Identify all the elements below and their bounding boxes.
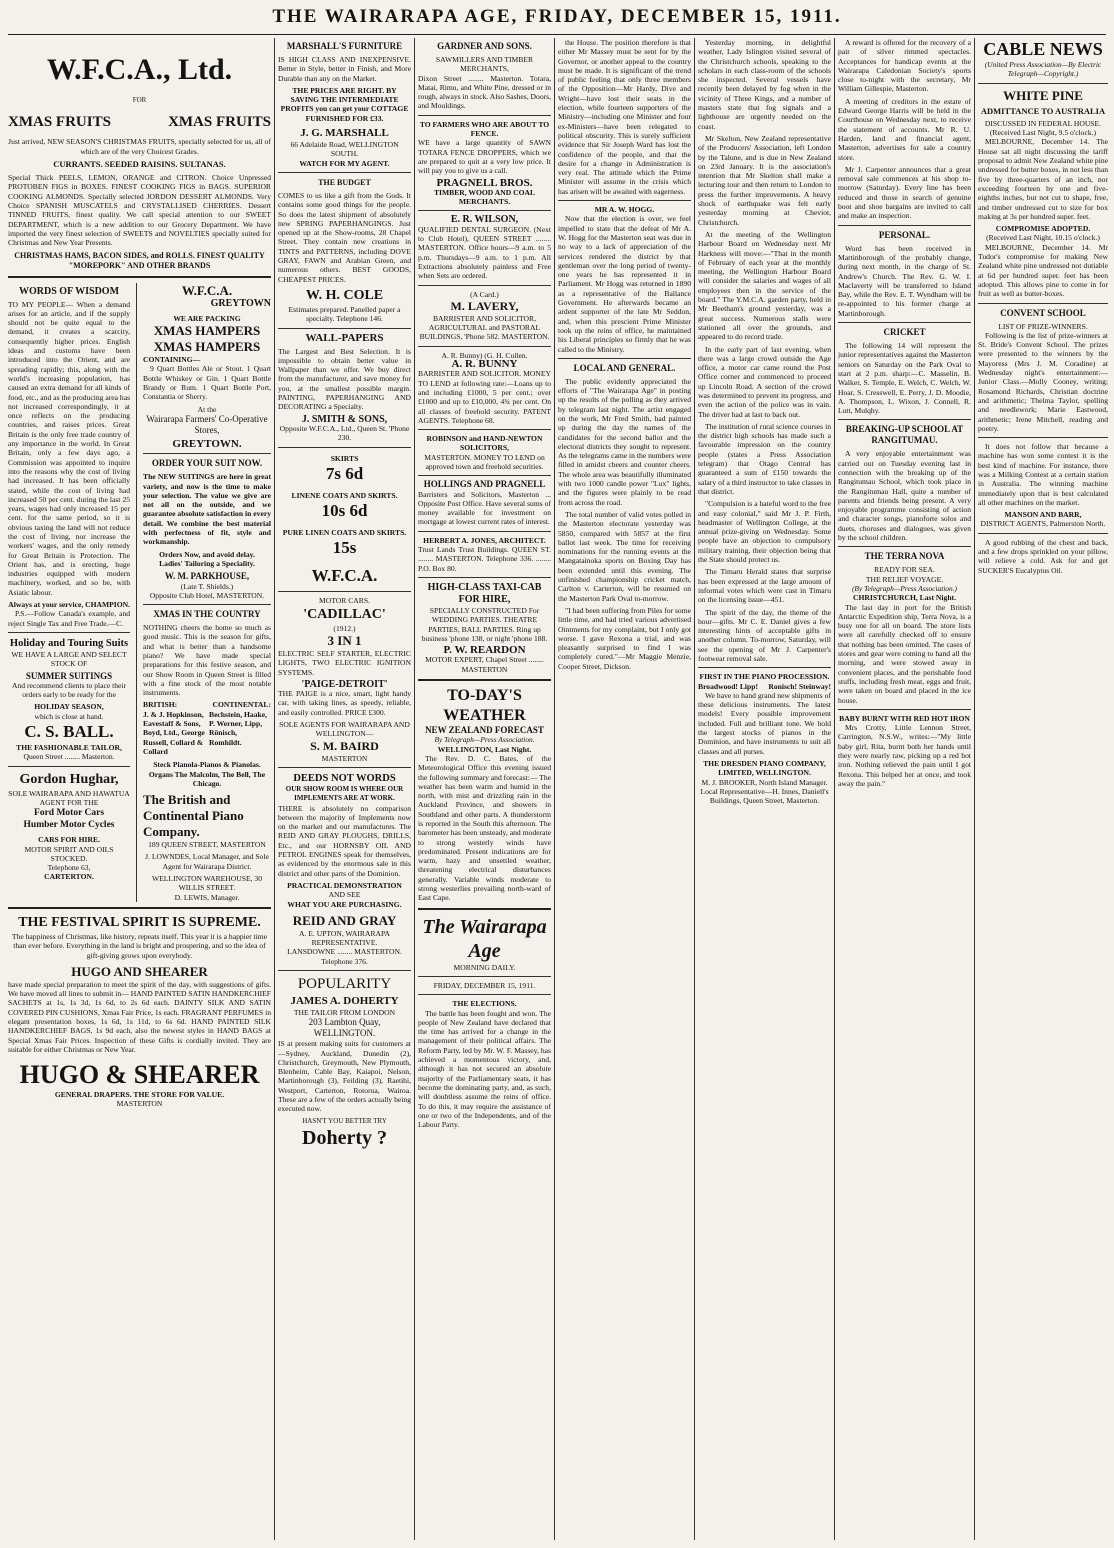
- pine-sub: ADMITTANCE TO AUSTRALIA: [980, 105, 1106, 116]
- holiday-line: SUMMER SUITINGS: [25, 670, 113, 681]
- wisdom-ps: P.S.—Follow Canada's example, and reject Single Tax and Free Trade.—C.: [8, 609, 131, 628]
- divider: [558, 200, 691, 201]
- park-name: W. M. PARKHOUSE,: [164, 571, 250, 582]
- column-1-right: [143, 283, 271, 902]
- hogg-title: MR A. W. HOGG.: [594, 205, 655, 215]
- divider: [278, 591, 411, 592]
- organs: Organs The Malcolm, The Bell, The Chicago.: [148, 769, 266, 788]
- c5-body2: Mr Skelton, New Zealand representative of the Producers' Association, left London by the Talune, and is due in New Zealand on 23rd January. It is the association's intention that Mr Skelton shall make a lecturing tour and then return to London to press the further improvements. A heavy shock of earthquake was felt early yesterday morning at Cheviot, Christchurch.: [698, 133, 831, 227]
- masthead: THE WAIRARAPA AGE, FRIDAY, DECEMBER 15, 1911.: [272, 6, 842, 27]
- personal-body: Word has been received in Martinborough of the probably change, during next month, in the charge of St. Andrew's Church. The Rev. G. W. I. Maclaverty will be transferred to Island Bay, while the Rev. E. T. Wyndham will be re-appointed to his former charge at Martinborough.: [838, 243, 971, 318]
- electric: ELECTRIC SELF STARTER, ELECTRIC LIGHTS, TWO ELECTRIC IGNITION SYSTEMS.: [278, 648, 411, 677]
- testimonial: "I had been suffering from Piles for some little time, and had tried various advertised Ointments for my complaint, but I only got worse. I gave Rexona a trial, and was pleasantly surprised to find I was completely cured."—Mr Maggie Menzie, Cooper Street, Dickson.: [558, 605, 691, 671]
- wfca2-title: W.F.C.A.: [181, 282, 233, 298]
- gardner-body: Dixon Street ........ Masterton. Totara, Matai, Rimu, and White Pine, dressed or in rough, always in stock. Also Sashes, Doors, and Mouldings.: [418, 73, 551, 111]
- nova-title: THE TERRA NOVA: [864, 551, 945, 562]
- divider: [418, 475, 551, 476]
- wfca2-items: 9 Quart Bottles Ale or Stout. 1 Quart Bottle Whiskey or Gin. 1 Quart Bottle Brandy or Rum. 1 Quart Bottle Port, Constantia or Sherry.: [143, 364, 271, 402]
- brooker: M. J. BROOKER, North Island Manager. Local Representative—H. Innes, Daniell's Buildings, Queen Street, Masterton.: [700, 777, 829, 806]
- paige-detroit: 'PAIGE-DETROIT': [301, 678, 388, 690]
- divider: [558, 358, 691, 359]
- cole-name: W. H. COLE: [305, 287, 384, 303]
- comp-recv: (Received Last Night, 10.15 o'clock.): [986, 233, 1100, 243]
- piano-left: J. & J. Hopkinson, Eavestaff & Sons, Boyd, Ltd., George Russell, Collard & Collard: [143, 709, 205, 756]
- pragnell: PRAGNELL BROS.: [436, 176, 533, 189]
- festive-body: The happiness of Christmas, like history, repeats itself. This year it is a happier time than ever before. Everything in the land is bright and prospering, and so the idea of gift-giving grows upon everybody.: [11, 931, 268, 960]
- column-rule: [834, 38, 835, 1540]
- doherty-ask: HASN'T YOU BETTER TRY: [302, 1116, 387, 1125]
- baby-body: Mrs Crotty, Little Lennon Street, Carrington, N.S.W., writes:—"My little baby girl, Rita, burnt both her hands until they were nearly raw, picking up a red hot iron. Nothing relieved the pain until I got Rexona. This helped her at once, and took away the pain.": [838, 723, 971, 788]
- wfca-xmas-left: XMAS FRUITS: [8, 114, 111, 131]
- cricket-body: The following 14 will represent the junior representatives against the Masterton seniors on Saturday on the Park Oval to start at 2 p.m. sharp:—C. Masselin, B. Walker, S. Temple, E. Welch, C. Welch, W. Hoar, S. Cresswell, E. Perry, J. D. Moodie, A. Thompson, L. Wixon, J. Connell, R. Lutt, Mulqhy.: [838, 341, 971, 416]
- suit-title: ORDER YOUR SUIT NOW.: [151, 458, 263, 469]
- weather-sub: NEW ZEALAND FORECAST: [425, 725, 544, 736]
- skirts-price: 7s 6d: [325, 463, 364, 483]
- divider: [278, 767, 411, 768]
- weather-place: WELLINGTON, Last Night.: [437, 744, 532, 754]
- divider: [418, 531, 551, 532]
- divider: [418, 577, 551, 578]
- doherty-addr: 203 Lambton Quay, WELLINGTON.: [308, 1017, 381, 1039]
- holiday-season: HOLIDAY SEASON,: [34, 702, 104, 712]
- wfca2-containing: CONTAINING—: [143, 355, 201, 365]
- hugo-title-2: HUGO & SHEARER: [19, 1060, 260, 1090]
- column-1-left: [8, 283, 130, 902]
- doherty-sub: THE TAILOR FROM LONDON: [293, 1008, 396, 1017]
- motor-cars: MOTOR CARS.: [319, 596, 370, 606]
- bunny-body: BARRISTER AND SOLICITOR. MONEY TO LEND at following rate:—Loans up to and including £1000, 5 per cent.; over £1000 and up to £10,000, 4¾ per cent. On all classes of freehold security. PATENT AGENTS. Telephone 68.: [418, 369, 551, 425]
- weather-body: The Rev. D. C. Bates, of the Meteorological Office this evening issued the following summary and forecast:— The weather has been warm and humid in the north, with mist and drizzling rain in the Auckland Province, and showers in Southland and other parts. A thunderstorm is reported in the South this afternoon. The barometer has been unsteady, and moderate to strong westerly winds have predominated. Present indications are for warm, hazy and unsettled weather, threatening electrical disturbances generally. Variable winds moderate to strong westerlies prevailing north-ward of East Cape.: [418, 753, 551, 903]
- doherty-name: JAMES A. DOHERTY: [290, 995, 399, 1007]
- wfca2-packing: WE ARE PACKING: [173, 313, 241, 323]
- break-body: A very enjoyable entertainment was carried out on Tuesday evening last in connection with the breaking up of the Rangitumau School, which took place in the Rangitumau Hall, quite a number of parents and friends being present. A very enjoyable programme consisting of action and character songs, pianoforte solos and duets, choruses and dialogues, was given by the school children.: [838, 449, 971, 543]
- piano-left: Broadwood! Lipp!: [698, 681, 758, 691]
- reardon: P. W. REARDON: [443, 644, 526, 657]
- divider: [8, 766, 130, 767]
- ball-addr: Queen Street ........ Masterton.: [23, 752, 115, 762]
- hugo-title-1: HUGO AND SHEARER: [71, 963, 208, 979]
- lavery-body: BARRISTER AND SOLICITOR, AGRICULTURAL and PASTORAL BUILDINGS, 'Phone 582. MASTERTON.: [419, 313, 550, 342]
- local-body: The public evidently appreciated the efforts of "The Wairarapa Age" in posting up the results of the polling as they arrived by telegram last night. The artist engaged on the work, Mr Fred Smith, had painted up during the day the names of the candidates for the second ballot and the electoral districts they sought to represent. As the telegrams came in the numbers were filled in amidst cheers and counter cheers. The whole area was beautifully illuminated with two 1000 candle power "Lux" lights, and the figures were plainly to be read from across the road.: [558, 376, 691, 507]
- marshall-body: IS HIGH CLASS AND INEXPENSIVE. Better in Style, better in Finish, and More Durable than any on the Market.: [278, 55, 411, 83]
- divider: [838, 546, 971, 547]
- park-late: (Late T. Shields.): [180, 581, 234, 591]
- wfca2-at: At the: [197, 404, 217, 414]
- cadillac-year: (1912.): [333, 623, 356, 633]
- piano-title: FIRST IN THE PIANO PROCESSION.: [699, 672, 830, 682]
- nova-place: CHRISTCHURCH, Last Night.: [853, 593, 956, 603]
- holiday-body2: And recommend clients to place their orders early to be ready for the: [11, 680, 127, 700]
- piano-body: We have to hand grand new shipments of these delicious instruments. The latest models! Every possible improvement included. Full and brilliant tone. We hold the largest stocks of pianos in the Dominion, and have instruments to suit all classes and all purses.: [698, 690, 831, 756]
- wfca2-hampers2: XMAS HAMPERS: [153, 339, 261, 355]
- piano-brands: [698, 682, 831, 691]
- divider: [978, 437, 1108, 438]
- steck: Steck Pianola-Pianos & Pianolas.: [153, 760, 261, 770]
- c5-quote: "Compulsion is a hateful word to the free and easy colonial," said Mr J. P. Firth, headmaster of Wellington College, at the annual prize-giving on Wednesday. Some people have an objection to compulsory military training, their objection being that the State should protect us.: [698, 499, 831, 565]
- divider: [838, 322, 971, 323]
- column-rule: [274, 38, 275, 1540]
- convent-body2: It does not follow that because a machine has won some contest it is the best kind of machine. For instance, there was a Milking Contest at a certain station in Australia. The winning machine immediately upon that is best calculated all other machines on the market.: [978, 442, 1108, 507]
- c5-body1: Yesterday morning, in delightful weather, Lady Islington visited several of the Christchurch schools, speaking to the scholars in each class-room of the schools she inspected. Several vessels have recently been delayed by fog when in the vicinity of Three Kings, and a number of masters state that fog signals and a lighthouse are urgently needed on the coast.: [698, 38, 831, 131]
- gordon-l3: Humber Motor Cycles: [23, 820, 115, 831]
- divider: [838, 709, 971, 710]
- comp-body: MELBOURNE, December 14. Mr Tudor's compromise for making New Zealand white pine undressed not dutiable at 6d per hundred super. feet has been adopted. This allows pine to come in for fruit as well as butter-boxes.: [978, 242, 1108, 299]
- gordon-l1: SOLE WAIRARAPA AND HAWATUA AGENT FOR THE: [8, 788, 130, 807]
- festive-title: THE FESTIVAL SPIRIT IS SUPREME.: [18, 914, 261, 930]
- hugo-advert: [8, 914, 271, 1109]
- divider: [278, 328, 411, 329]
- column-5: [698, 38, 831, 1540]
- linen: PURE LINEN COATS AND SKIRTS.: [282, 528, 407, 538]
- park-addr: Opposite Club Hotel, MASTERTON.: [149, 590, 265, 600]
- doherty-big: Doherty ?: [302, 1126, 387, 1149]
- divider: [418, 115, 551, 116]
- three-in-one: 3 IN 1: [327, 632, 362, 648]
- robinson-body: MASTERTON. MONEY TO LEND on approved town and freehold securities.: [424, 452, 545, 471]
- baird: S. M. BAIRD: [310, 738, 379, 753]
- divider: [8, 276, 271, 278]
- hollings: HOLLINGS AND PRAGNELL: [423, 479, 546, 490]
- gordon-l5: MOTOR SPIRIT AND OILS STOCKED.: [24, 844, 114, 863]
- compromise: COMPROMISE ADOPTED.: [995, 224, 1091, 234]
- pragnell-sub: TIMBER, WOOD AND COAL MERCHANTS.: [433, 187, 536, 207]
- jones-body: Trust Lands Trust Buildings. QUEEN ST. ........ MASTERTON. Telephone 336. ........ P.O. Box 80.: [418, 545, 551, 573]
- gordon-l6: Telephone 63,: [47, 863, 91, 873]
- paige-body: THE PAIGE is a nice, smart, light handy car, with taking lines, as speedy, reliable, and easily controlled. PRICE £300.: [278, 689, 411, 717]
- end-body: A good rubbing of the chest and back, and a few drops sprinkled on your pillow, will relieve a cold. Ask for and get SUCKER'S Eucalyptus Oil.: [978, 537, 1108, 575]
- personal-title: PERSONAL.: [878, 229, 931, 240]
- divider: [418, 679, 551, 681]
- bunny-names: A. R. Bunny) (G. H. Cullen.: [441, 350, 528, 360]
- country-body: NOTHING cheers the home so much as good music. This is the season for gifts, and what is better than a handsome piano? We have made special preparations for this festive season, and our Show Room in Queen Street is filled with a fine stock of the most notable instruments.: [143, 623, 271, 698]
- british-title: The British and Continental Piano Company.: [143, 792, 244, 840]
- top-rule: [8, 34, 1106, 35]
- wfca-body: Special Thick PEELS, LEMON, ORANGE and CITRON. Choice Unpressed PROTOBEN FIGS in BOXES. FINEST COOKING FIGS in BAGS. SUPERIOR COOKING ALMONDS. Specially selected JORDON DESSERT ALMONDS. Very Choice SPANISH MUSCATELS and CRYSTALLISED CHERRIES. Dessert TINNED FRUITS, finest quality. We call special attention to our SWEET DEPARTMENT, which is a new addition to our Grocery Department. We have imported the very finest selection of SWEETS and NOVELTIES specially suited for Christmas and New Year Presents.: [8, 173, 271, 248]
- marshall-addr: 66 Adelaide Road, WELLINGTON SOUTH.: [290, 140, 399, 159]
- wfca-intro: Just arrived, NEW SEASON'S CHRISTMAS FRUITS, specially selected for us, all of which are of the very Choicest Grades.: [8, 137, 271, 156]
- doherty-body: IS at present making suits for customers at—Sydney, Auckland, Dunedin (2), Christchurch, Greymouth, New Plymouth, Blenheim, Cable Bay, Kaiapoi, Nelson, Martinborough (3), Feilding (3), Raetihi, Westport, Carterton, Rotorua, Wairoa. These are a few of the orders actually being executed now.: [278, 1039, 411, 1114]
- wilson-body: QUALIFIED DENTAL SURGEON. (Next to Club Hotel), QUEEN STREET ........ MASTERTON. Office hours—9 a.m. to 5 p.m. Thursdays—9 a.m. to 1 p.m. All Extractions absolutely painless and Free when Sets are ordered.: [418, 224, 551, 281]
- deeds-sub: OUR SHOW ROOM IS WHERE OUR IMPLEMENTS ARE AT WORK.: [285, 784, 404, 803]
- wilson: E. R. WILSON,: [450, 214, 519, 226]
- local-title: LOCAL AND GENERAL.: [573, 362, 676, 373]
- divider: [978, 533, 1108, 534]
- piano-right: Ronisch! Steinway!: [768, 681, 831, 691]
- divider: [143, 453, 271, 454]
- divider: [418, 429, 551, 430]
- reid-gray: REID AND GRAY: [292, 912, 397, 928]
- british-addr: 189 QUEEN STREET, MASTERTON: [148, 840, 266, 850]
- dresden: THE DRESDEN PIANO COMPANY, LIMITED, WELLINGTON.: [703, 758, 826, 778]
- divider: [418, 346, 551, 347]
- hogg-body: Now that the election is over, we feel impelled to state that the defeat of Mr A. W. Hogg for the Masterton seat was due in no way to a lack of appreciation of the services rendered the district by that gentleman over the long period of twenty-one years he has represented it in Parliament. Mr Hogg was returned in 1890 as a representative of the Ballance Government. He afterwards became an ardent supporter of the late Mr Seddon, and, when this prescient Prime Minister took up the reins of office, he maintained his Liberal principles so firmly that he was called to the Ministry.: [558, 214, 691, 354]
- farmers-body: WE have a large quantity of SAWN TOTARA FENCE DROPPERS, which we are prepared to quit at a very low price. It will pay you to give us a call.: [418, 138, 551, 176]
- lewis: D. LEWIS, Manager.: [174, 892, 240, 902]
- piano-makers-head: [143, 700, 271, 709]
- continental-label: CONTINENTAL:: [212, 700, 271, 710]
- c5-body6: The Timaru Herald states that surprise has been expressed at the large amount of informal votes which were cast in Timaru on the licensing issue—451.: [698, 567, 831, 605]
- column-1-split: [8, 283, 271, 902]
- robinson: ROBINSON and HAND-NEWTON SOLICITORS,: [426, 434, 543, 453]
- hollings-body: Barristers and Solicitors, Masterton ... Opposite Post Office. Have several sums of money available for investment on mortgage at lowest current rates of interest.: [418, 489, 551, 527]
- lansdowne: LANSDOWNE ........ MASTERTON.: [287, 947, 402, 957]
- column-1-rule: [136, 283, 137, 902]
- weather-by: By Telegraph—Press Association.: [434, 735, 535, 745]
- gordon-l2: Ford Motor Cars: [34, 808, 105, 819]
- pine-body: MELBOURNE, December 14. The House sat all night discussing the tariff proposal to admit New Zealand white pine undressed for butter boxes, in not less than five by three-quarters of an inch, nor exceeding fourteen by one and five-eighths inches, but not cut to shape, free, and timber undressed cut to size for box making at 3s per hundred super. feet.: [978, 137, 1108, 221]
- weather-title: TO-DAY'S WEATHER: [443, 687, 526, 725]
- manson-sub: DISTRICT AGENTS, Palmerston North.: [980, 519, 1106, 529]
- divider: [978, 303, 1108, 304]
- divider: [278, 970, 411, 971]
- suit-orders: Orders Now, and avoid delay.: [159, 549, 255, 559]
- elections-body: The battle has been fought and won. The people of New Zealand have declared that the time has arrived for a change in the management of their political affairs. The Reform Party, led by Mr. W. F. Massey, has achieved a momentous victory, and, although it has not secured an absolute majority of the Parliamentary seats, it has become the dominating party, and, as such, will doubtless assume the reins of office. To do this, it may require the assistance of one or two of the Independents, and of the Labour Party.: [418, 1008, 551, 1130]
- deeds-title: DEEDS NOT WORDS: [293, 772, 396, 784]
- marshall-name: J. G. MARSHALL: [300, 127, 389, 140]
- deeds-what: WHAT YOU ARE PURCHASING.: [287, 899, 402, 909]
- wisdom-title: WORDS OF WISDOM: [19, 285, 120, 297]
- convent-sub: LIST OF PRIZE-WINNERS.: [998, 321, 1088, 331]
- linene-price: 10s 6d: [321, 501, 368, 521]
- farmers-title: TO FARMERS WHO ARE ABOUT TO FENCE.: [419, 119, 550, 139]
- divider: [418, 976, 551, 977]
- c5-body7: The spirit of the day, the theme of the hour—gifts. Mr C. E. Daniel gives a few interesting hints of acceptable gifts in another column. To-morrow, Saturday, will see the opening of Mr J. Carpenter's footwear removal sale.: [698, 607, 831, 663]
- pine-title: WHITE PINE: [1003, 87, 1083, 103]
- wfca2-hampers1: XMAS HAMPERS: [153, 323, 261, 339]
- holiday-title: Holiday and Touring Suits: [9, 637, 129, 649]
- country-title: XMAS IN THE COUNTRY: [153, 609, 261, 620]
- wfca-foot: CHRISTMAS HAMS, BACON SIDES, and ROLLS. FINEST QUALITY "MOREPORK" AND OTHER BRANDS: [14, 250, 265, 270]
- suit-body: The NEW SUITINGS are here in great variety, and now is the time to make your selection. The value we give are not all on the outside, and we guarantee absolute satisfaction in every detail. We combine the best material with perfectness of fit, style and workmanship.: [143, 472, 271, 547]
- linene: LINENE COATS AND SKIRTS.: [291, 490, 398, 500]
- reardon-sub: MOTOR EXPERT, Chapel Street ........ MASTERTON: [425, 655, 544, 674]
- column-rule: [974, 38, 975, 1540]
- manson: MANSON AND BARR,: [1004, 510, 1082, 520]
- wallpaper-body: The Largest and Best Selection. It is impossible to obtain better value in Wallpaper than we offer. We buy direct from the manufacturer, and save money for you, at the smallest possible margin. PAINTING, PAPERHANGING AND DECORATING a Specialty.: [278, 346, 411, 412]
- gordon-name: Gordon Hughar,: [19, 771, 119, 787]
- british-label: BRITISH:: [143, 700, 178, 710]
- convent-title: CONVENT SCHOOL: [1000, 307, 1086, 318]
- gordon-l7: CARTERTON.: [44, 872, 94, 882]
- gordon-l4: CARS FOR HIRE.: [38, 835, 100, 845]
- gardner-sub: SAWMILLERS AND TIMBER MERCHANTS,: [435, 55, 534, 74]
- cable-sub: (United Press Association—By Electric Telegraph—Copyright.): [984, 60, 1102, 79]
- divider: [698, 667, 831, 668]
- nova-sub: READY FOR SEA.: [874, 565, 935, 575]
- column-3: [418, 38, 551, 1540]
- pine-recv: (Received Last Night, 9.5 o'clock.): [989, 128, 1097, 138]
- popularity: POPULARITY: [297, 976, 392, 992]
- divider: [838, 225, 971, 226]
- c5-body4: In the early part of last evening, when there was a large crowd outside the Age office, a motor car came round the Post Office corner and commenced to proceed up Lincoln Road. A section of the crowd was determined to prevent its progress, and even the action of the police was in vain. The driver had at last to back out.: [698, 344, 831, 419]
- lavery: M. LAVERY,: [450, 298, 519, 313]
- wisdom-body: TO MY PEOPLE— When a demand arises for an article, and if the supply should not be quite equal to the demand, it creates a scarcity, consequently higher prices. English ideas and customs have been introduced into the Orient, and are spreading rapidly; this, along with the world's increasing population, has caused an extra demand for all kinds of food, etc., and as the producing area has not increased correspondingly, it at once reflects on the producing countries, and raises prices. Great Britain is the only free trade country of any importance in the world. In Great Britain, only a few days ago, a Commission was appointed to inquire into the reasons why the cost of living had increased. It has been officially stated, while the cost of living had increased 50 per cent. during the last 25 years, wages had only increased 15 per cent. for the same period, so it is obvious taxing the land will not reduce the cost of living, nor increase the workers' wages, and the only remedy for Great Britain is Protection. The Orient has, and is erecting, huge industries equipped with modern machinery, worked, and so be, with Asiatic labour.: [8, 299, 131, 597]
- column-rule: [414, 38, 415, 1540]
- divider: [418, 210, 551, 211]
- skirts: SKIRTS: [330, 453, 359, 463]
- wfca3: W.F.C.A.: [311, 566, 378, 586]
- column-6: [838, 38, 971, 1540]
- baird-town: MASTERTON: [321, 753, 368, 763]
- age-title: The Wairarapa Age: [422, 915, 547, 962]
- ball-name: C. S. BALL.: [24, 722, 114, 742]
- hugo-town: MASTERTON: [116, 1099, 163, 1109]
- lowndes: J. LOWNDES, Local Manager, and Sole Agent for Wairarapa District.: [145, 852, 269, 871]
- budget-title: THE BUDGET: [318, 177, 371, 187]
- holiday-stocked: which is close at hand.: [34, 711, 104, 721]
- deeds-and: AND SEE: [328, 890, 361, 900]
- jones: HERBERT A. JONES, ARCHITECT.: [423, 535, 546, 545]
- column-4: [558, 38, 691, 1540]
- sole-agents: SOLE AGENTS FOR WAIRARAPA AND WELLINGTON—: [279, 720, 410, 739]
- wfca2-town: GREYTOWN.: [172, 437, 242, 450]
- gardner-title: GARDNER AND SONS.: [437, 41, 532, 51]
- wfca2-greytown: GREYTOWN: [210, 297, 271, 309]
- divider: [278, 172, 411, 173]
- wfca-line: CURRANTS. SEEDED RAISINS. SULTANAS.: [53, 158, 226, 169]
- marshall-title: MARSHALL'S FURNITURE: [286, 41, 403, 51]
- wellington-ware: WELLINGTON WAREHOUSE, 30 WILLIS STREET.: [151, 874, 263, 893]
- tel-376: Telephone 376.: [321, 956, 368, 966]
- divider: [418, 994, 551, 995]
- marshall-prices: THE PRICES ARE RIGHT. BY SAVING THE INTERMEDIATE PROFITS you can get your COTTAGE FURNISHED FOR £33.: [280, 85, 409, 123]
- column-2: [278, 38, 411, 1540]
- divider: [278, 447, 411, 448]
- piano-makers: [143, 710, 271, 756]
- divider: [838, 419, 971, 420]
- c6-body1: A reward is offered for the recovery of a pair of silver rimmed spectacles. Acceptances for handicap events at the Wairarapa Caledonian Society's sports close to-night with the secretary, Mr William Gillespie, Masterton.: [838, 38, 971, 94]
- age-date: FRIDAY, DECEMBER 15, 1911.: [433, 980, 536, 990]
- holiday-body: WE HAVE A LARGE AND SELECT STOCK OF: [11, 649, 127, 669]
- local-body2: The total number of valid votes polled in the Masterton electorate yesterday was 5850, compared with 5857 at the first ballot last week. The time for receiving nominations for the running events at the Mangatainoka sports on Boxing Day has been extended until this evening. The unfinished championship cricket match, Carlton v. Carterton, will be resumed on the Masterton Park Oval to-morrow.: [558, 509, 691, 603]
- nova-relief: THE RELIEF VOYAGE.: [865, 574, 944, 584]
- hugo-tag: GENERAL DRAPERS. THE STORE FOR VALUE.: [54, 1090, 225, 1100]
- divider: [143, 604, 271, 605]
- linen-price: 15s: [332, 538, 357, 558]
- taxi: HIGH-CLASS TAXI-CAB FOR HIRE,: [427, 581, 542, 605]
- cadillac: 'CADILLAC': [303, 606, 386, 622]
- deeds-demo: PRACTICAL DEMONSTRATION: [287, 880, 402, 890]
- wfca-for: FOR: [132, 96, 147, 104]
- hugo-body: have made special preparation to meet the spirit of the day, with suggestions of gifts. We have moved all lines to submit in— HAND PAINTED SATIN HANDKERCHIEF SACHETS at 1s, 1s 3d, 1s 6d, to 2s 6d each. DAINTY SILK AND SATIN COVERED PIN CUSHIONS, Xmas Fair Price, 1s each. FRAGRANT PERFUMES in elegant presentation boxes, 1s 6d, 1s 11d, to 6s 6d. HAND PAINTED SILK HANDKERCHIEF BAGS, 1s 9d each, also the newest styles in HAND BAGS at Special Xmas Fair Prices. Inspection of these Gifts is cordially invited. They are suitable for either Christmas or New Year.: [8, 979, 271, 1054]
- divider: [8, 907, 271, 909]
- divider: [978, 83, 1108, 84]
- cole-sub: Estimates prepared. Panelled paper a specialty. Telephone 146.: [288, 304, 401, 324]
- deeds-body: THERE is absolutely no comparison between the majority of Implements now on the market and our manufactures. The REID AND GRAY PLOUGHS, DRILLS, Etc., and our HORNSBY OIL AND PETROL ENGINES speak for themselves, as evidenced by the enormous sale in this district and other parts of the Dominion.: [278, 803, 411, 878]
- c6-body2: A meeting of creditors in the estate of Edward George Harris will be held in the Courthouse on Wednesday next, to receive the statement of accounts. Mr R. U. Harden, land and financial agent, Masterton, advertises for sale a country store.: [838, 96, 971, 162]
- cable-title: CABLE NEWS: [983, 39, 1103, 59]
- nova-by: (By Telegraph—Press Association.): [851, 583, 958, 593]
- column-rule: [694, 38, 695, 1540]
- divider: [8, 632, 130, 633]
- wfca-xmas-row: [8, 113, 271, 131]
- wallpaper-title: WALL-PAPERS: [305, 331, 384, 344]
- column-rule: [554, 38, 555, 1540]
- taxi-body: SPECIALLY CONSTRUCTED For WEDDING PARTIES. THEATRE PARTIES, BALL PARTIES. Ring up business 'phone 138, or night 'phone 188.: [421, 605, 548, 643]
- wfca-title: W.F.C.A., Ltd.: [46, 53, 233, 86]
- wfca2-coop: Wairarapa Farmers' Co-Operative Stores,: [146, 413, 268, 435]
- ball-sub: THE FASHIONABLE TAILOR,: [16, 743, 122, 753]
- break-title: BREAKING-UP SCHOOL AT RANGITUMAU.: [845, 424, 964, 446]
- wisdom-sign: Always at your service, CHAMPION.: [8, 600, 131, 610]
- convent-body: Following is the list of prize-winners at St. Bride's Convent School. The prizes were presented to the winners by the Mayoress (Mrs J. M. Coradine) at Wednesday night's entertainment:— Junior Class.—Molly Cooney, writing; Rosamond Richards, Christian doctrine and arithmetic; Thelma Taylor, spelling and needlework; Marie Eastwood, arithmetic; Irene Mitchell, reading and poetry.: [978, 330, 1108, 433]
- bunny-title: A. R. BUNNY: [451, 358, 518, 371]
- c5-body3: At the meeting of the Wellington Harbour Board on Wednesday next Mr Harkness will move:—"That in the month of February of each year at the monthly meeting, the Wellington Harbour Board will consider the salaries and wages of all employees then in the service of the board." The Y.M.C.A. garden party, held in Mr Beetham's ground yesterday, was a great success. Numerous stalls were stationed all over the grounds, and appeared to do record trade.: [698, 229, 831, 342]
- nova-body: The last day in port for the British Antarctic Expedition ship, Terra Nova, is a busy one for all on board. The store lists were all carefully checked off to ensure that nothing has been omitted. The cases of stores and gear were coming to hand all the morning, and were stowed away in convenient places, and the perishable food stuffs, including fresh meat, eggs and fruit, were taken on board and placed in the ice house.: [838, 602, 971, 705]
- cricket-title: CRICKET: [883, 327, 926, 338]
- column-1: [8, 38, 271, 1540]
- baby-title: BABY BURNT WITH RED HOT IRON: [839, 713, 970, 723]
- marshall-watch: WATCH FOR MY AGENT.: [299, 158, 390, 168]
- card: (A Card.): [470, 289, 499, 299]
- c4-body1: the House. The position therefore is that either Mr Massey must be sent for by the Governor, or another appeal to the country must be made. It is significant of the trend of public feeling that only three members of the Opposition—Mr Hardy, Dive and Wright—have lost their seats in the election, while fourteen supporters of the Ministry—including one Minister and four ex-Ministers—have been relegated to political obscurity. This is surely sufficient evidence that Sir Joseph Ward has lost the confidence of the people, and that the desire for a change in Administration is very real. The attitude which the Prime Minister will assume in the crisis which has arisen will be awaited with eagerness.: [558, 38, 691, 196]
- pine-disc: DISCUSSED IN FEDERAL HOUSE.: [984, 118, 1102, 128]
- divider: [418, 908, 551, 910]
- wfca-xmas-right: XMAS FRUITS: [168, 114, 271, 131]
- piano-right: Bechstein, Haake, P. Werner, Lipp, Rönisch, Romhildt.: [209, 709, 268, 747]
- budget-body: COMES to us like a gift from the Gods. It contains some good things for the people. So does the latest shipment of absolutely new SPRING PAPERHANGINGS. Just opened up at the Show-rooms, 28 Chapel Street. They contain new creations in TINTS and PATTERNS, including DOVE GRAY, FAWN and Arabian Green, and numerous others. BEST GOODS, CHEAPEST PRICES.: [278, 190, 411, 284]
- age-sub: MORNING DAILY.: [453, 962, 516, 972]
- smith-name: J. SMITH & SONS,: [301, 413, 388, 425]
- divider: [418, 285, 551, 286]
- c6-body3: Mr J. Carpenter announces that a great removal sale commences at his shop to-morrow (Saturday). Every line has been reduced and those in search of genuine boot and shoe bargains are invited to call and make an inspection.: [838, 164, 971, 221]
- suit-ladies: Ladies' Tailoring a Speciality.: [159, 558, 255, 568]
- column-7: [978, 38, 1108, 1540]
- smith-addr: Opposite W.F.C.A., Ltd., Queen St. 'Phone 230.: [279, 423, 410, 443]
- elections-title: THE ELECTIONS.: [452, 999, 517, 1009]
- c5-body5: The institution of rural science courses in the district high schools has made such a favourable impression on the country people (states a Press Association telegram) that Otago Central has guaranteed a sum of £150 towards the salary of a third instructor to take classes in that district.: [698, 421, 831, 496]
- upton: A. E. UPTON, WAIRARAPA REPRESENTATIVE.: [299, 928, 390, 948]
- wfca-advert: [8, 52, 271, 271]
